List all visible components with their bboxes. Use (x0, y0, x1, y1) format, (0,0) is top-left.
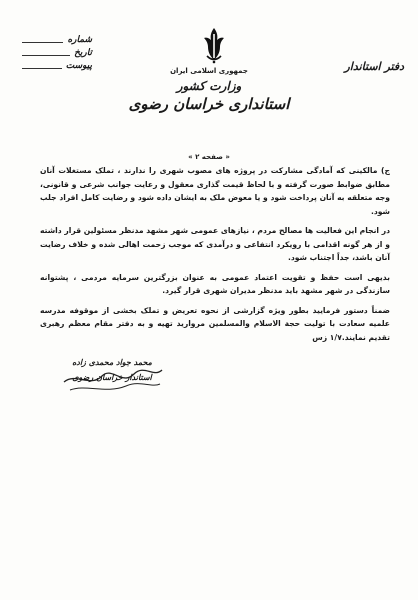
date-field (22, 46, 92, 59)
signatory-name: محمد جواد محمدی زاده (72, 358, 152, 367)
signature-block (60, 358, 164, 382)
governorate-name: استانداری خراسان رضوی (128, 95, 290, 113)
republic-name: جمهوری اسلامی ایران (170, 67, 248, 75)
attachment-label: پیوست (65, 60, 92, 71)
body-paragraph: بدیهی است حفظ و تقویت اعتماد عمومی به عنوان بزرگترین سرمایه مردمی ، پشتوانه سازندگی در شهر مشهد باید مدنظر مدیران شهری قرار گیرد. (40, 272, 390, 295)
number-label: شماره (67, 34, 92, 45)
page-continuation-label: « صفحه ۲ » (188, 153, 230, 161)
date-blank-line (22, 49, 70, 56)
body-paragraph: ج) مالکینی که آمادگی مشارکت در پروژه های مصوب شهری را ندارند ، تملک مستغلات آنان مطابق ضوابط صورت گرفته و با لحاظ قیمت گذاری معقول و رعایت جوانب شرعی و قانونی، وجه متعلقه به آنان پرداخت شود و یا معوض ملک به ایشان داده شود و رضایت کامل افراد جلب شود. (40, 166, 390, 216)
ministry-name: وزارت کشور (176, 79, 242, 93)
letter-body (40, 164, 390, 350)
iran-emblem-icon (198, 26, 230, 64)
office-label: دفتر استاندار (344, 60, 404, 73)
body-paragraph: در انجام این فعالیت ها مصالح مردم ، نیازهای عمومی شهر مشهد مدنظر مسئولین قرار داشته و از هر گونه اقدامی با رویکرد انتفاعی و درآمدی که موجب زحمت اهالی شده و خلاف رضایت آنان باشد، جداً اجتناب شود. (40, 226, 390, 262)
number-field (22, 33, 92, 46)
body-paragraph: ضمناً دستور فرمایید بطور ویژه گزارشی از نحوه تعریض و تملک بخشی از موقوفه مدرسه علمیه سعادت با تولیت حجة الاسلام والمسلمین مروارید تهیه و به دفتر مقام معظم رهبری تقدیم نمایند.۱/۷ زس (40, 305, 390, 342)
date-label: تاریخ (74, 47, 92, 58)
number-blank-line (22, 36, 63, 43)
signatory-title: استاندار خراسان رضوی (72, 373, 152, 382)
